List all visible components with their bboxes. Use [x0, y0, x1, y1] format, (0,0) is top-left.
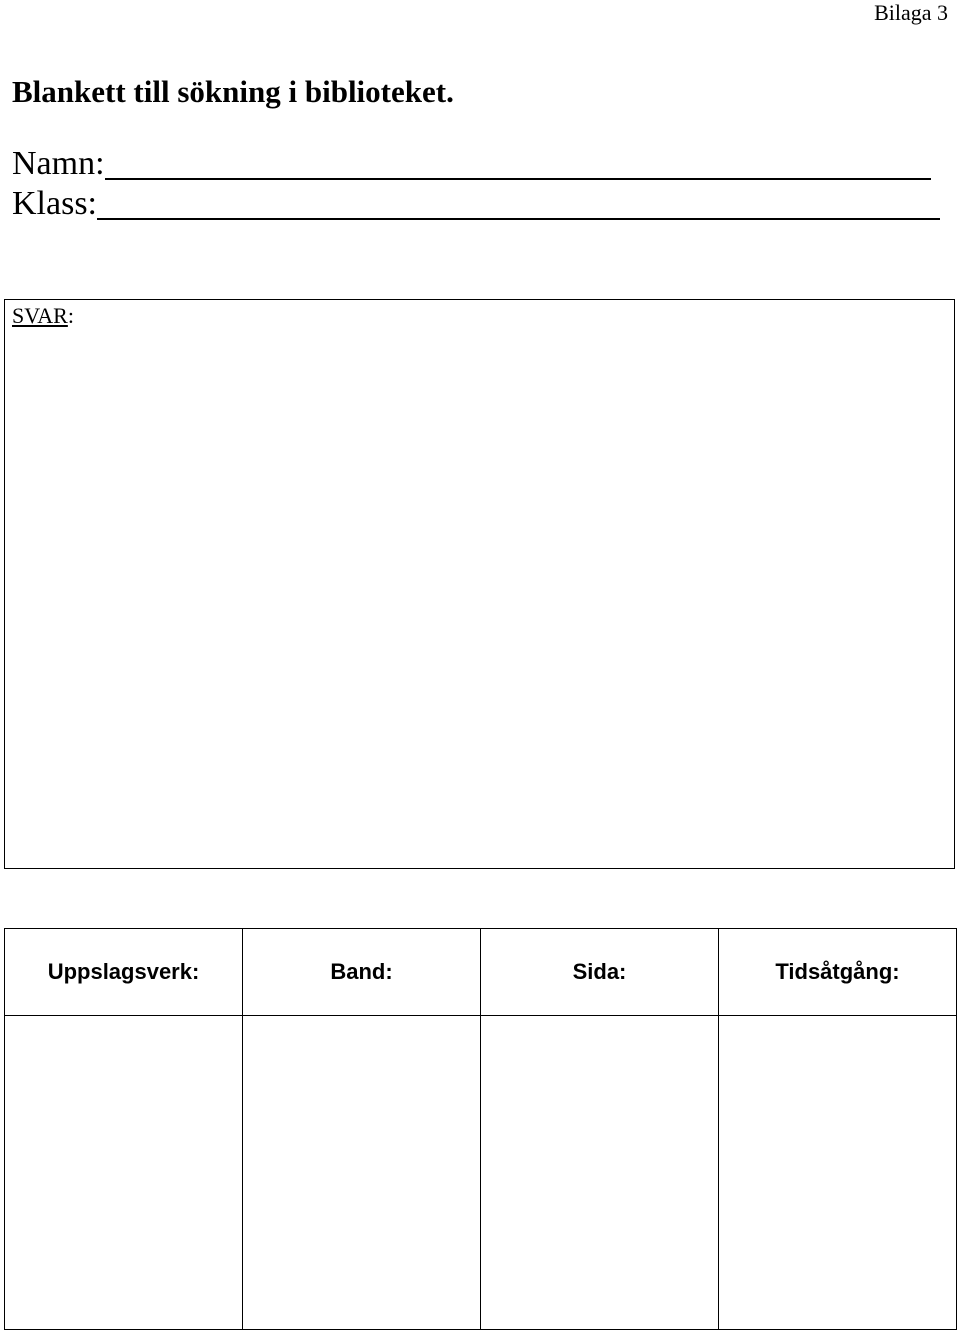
table-row	[5, 1016, 957, 1330]
column-header-reference-work: Uppslagsverk:	[5, 929, 243, 1016]
answer-label	[12, 303, 74, 329]
table-header-row	[5, 929, 957, 1016]
answer-box[interactable]	[4, 299, 955, 869]
form-title: Blankett till sökning i biblioteket.	[12, 74, 454, 109]
volume-cell[interactable]	[243, 1016, 481, 1330]
class-label: Klass:	[12, 185, 97, 222]
name-label: Namn:	[12, 145, 105, 182]
page-cell[interactable]	[481, 1016, 719, 1330]
column-header-volume: Band:	[243, 929, 481, 1016]
class-field	[12, 186, 940, 222]
column-header-page: Sida:	[481, 929, 719, 1016]
answer-label-colon: :	[67, 303, 74, 328]
name-field	[12, 146, 931, 182]
class-input-line[interactable]	[97, 218, 940, 220]
answer-label-text: SVAR	[12, 303, 68, 328]
name-input-line[interactable]	[105, 178, 931, 180]
reference-table	[4, 928, 957, 1330]
appendix-label: Bilaga 3	[874, 0, 948, 25]
reference-work-cell[interactable]	[5, 1016, 243, 1330]
column-header-time-spent: Tidsåtgång:	[719, 929, 957, 1016]
time-spent-cell[interactable]	[719, 1016, 957, 1330]
